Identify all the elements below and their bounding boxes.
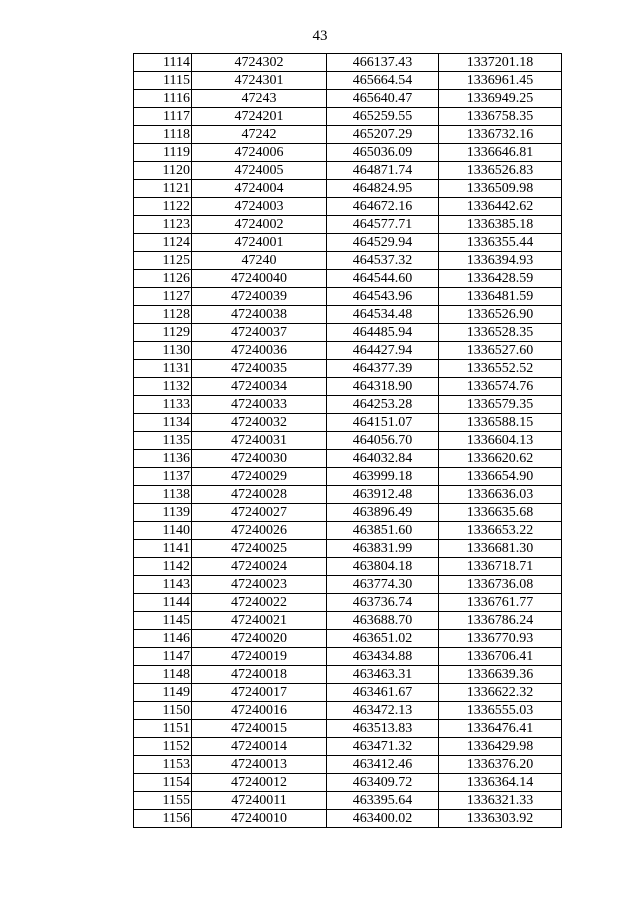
x-coordinate-cell: 464824.95	[327, 180, 439, 198]
point-id-cell: 47240014	[192, 738, 327, 756]
table-row	[134, 504, 562, 522]
x-coordinate-cell: 463774.30	[327, 576, 439, 594]
point-id-cell: 4724002	[192, 216, 327, 234]
table-row	[134, 360, 562, 378]
x-coordinate-cell: 465207.29	[327, 126, 439, 144]
y-coordinate-cell: 1336636.03	[439, 486, 562, 504]
row-number-cell: 1114	[134, 54, 192, 72]
table-row	[134, 216, 562, 234]
point-id-cell: 47240011	[192, 792, 327, 810]
x-coordinate-cell: 463688.70	[327, 612, 439, 630]
y-coordinate-cell: 1336635.68	[439, 504, 562, 522]
row-number-cell: 1153	[134, 756, 192, 774]
x-coordinate-cell: 464151.07	[327, 414, 439, 432]
table-row	[134, 288, 562, 306]
point-id-cell: 47240018	[192, 666, 327, 684]
x-coordinate-cell: 464056.70	[327, 432, 439, 450]
table-row	[134, 234, 562, 252]
point-id-cell: 4724003	[192, 198, 327, 216]
x-coordinate-cell: 464032.84	[327, 450, 439, 468]
y-coordinate-cell: 1336770.93	[439, 630, 562, 648]
point-id-cell: 47240031	[192, 432, 327, 450]
y-coordinate-cell: 1336321.33	[439, 792, 562, 810]
coordinates-table	[133, 53, 562, 828]
point-id-cell: 47240038	[192, 306, 327, 324]
point-id-cell: 4724201	[192, 108, 327, 126]
x-coordinate-cell: 463400.02	[327, 810, 439, 828]
page-number: 43	[312, 28, 328, 44]
y-coordinate-cell: 1336509.98	[439, 180, 562, 198]
x-coordinate-cell: 463471.32	[327, 738, 439, 756]
y-coordinate-cell: 1336604.13	[439, 432, 562, 450]
x-coordinate-cell: 463736.74	[327, 594, 439, 612]
point-id-cell: 47240039	[192, 288, 327, 306]
y-coordinate-cell: 1336588.15	[439, 414, 562, 432]
row-number-cell: 1121	[134, 180, 192, 198]
row-number-cell: 1128	[134, 306, 192, 324]
y-coordinate-cell: 1336761.77	[439, 594, 562, 612]
row-number-cell: 1142	[134, 558, 192, 576]
x-coordinate-cell: 464871.74	[327, 162, 439, 180]
x-coordinate-cell: 465664.54	[327, 72, 439, 90]
table-row	[134, 162, 562, 180]
y-coordinate-cell: 1336303.92	[439, 810, 562, 828]
table-row	[134, 324, 562, 342]
point-id-cell: 47240	[192, 252, 327, 270]
y-coordinate-cell: 1336654.90	[439, 468, 562, 486]
table-row	[134, 270, 562, 288]
x-coordinate-cell: 466137.43	[327, 54, 439, 72]
y-coordinate-cell: 1336639.36	[439, 666, 562, 684]
y-coordinate-cell: 1336526.83	[439, 162, 562, 180]
x-coordinate-cell: 464544.60	[327, 270, 439, 288]
point-id-cell: 47240030	[192, 450, 327, 468]
y-coordinate-cell: 1336732.16	[439, 126, 562, 144]
table-row	[134, 594, 562, 612]
x-coordinate-cell: 463409.72	[327, 774, 439, 792]
table-row	[134, 810, 562, 828]
row-number-cell: 1129	[134, 324, 192, 342]
x-coordinate-cell: 463395.64	[327, 792, 439, 810]
coordinates-table-body	[134, 54, 562, 828]
y-coordinate-cell: 1336428.59	[439, 270, 562, 288]
row-number-cell: 1156	[134, 810, 192, 828]
x-coordinate-cell: 463896.49	[327, 504, 439, 522]
row-number-cell: 1133	[134, 396, 192, 414]
point-id-cell: 47240029	[192, 468, 327, 486]
table-row	[134, 198, 562, 216]
row-number-cell: 1136	[134, 450, 192, 468]
table-row	[134, 450, 562, 468]
table-row	[134, 684, 562, 702]
row-number-cell: 1146	[134, 630, 192, 648]
point-id-cell: 47240037	[192, 324, 327, 342]
table-row	[134, 756, 562, 774]
point-id-cell: 47240035	[192, 360, 327, 378]
row-number-cell: 1137	[134, 468, 192, 486]
y-coordinate-cell: 1336961.45	[439, 72, 562, 90]
point-id-cell: 47240040	[192, 270, 327, 288]
row-number-cell: 1147	[134, 648, 192, 666]
row-number-cell: 1149	[134, 684, 192, 702]
row-number-cell: 1122	[134, 198, 192, 216]
table-row	[134, 702, 562, 720]
x-coordinate-cell: 464537.32	[327, 252, 439, 270]
y-coordinate-cell: 1336620.62	[439, 450, 562, 468]
x-coordinate-cell: 463831.99	[327, 540, 439, 558]
x-coordinate-cell: 463912.48	[327, 486, 439, 504]
point-id-cell: 47240027	[192, 504, 327, 522]
point-id-cell: 47240034	[192, 378, 327, 396]
x-coordinate-cell: 464318.90	[327, 378, 439, 396]
row-number-cell: 1135	[134, 432, 192, 450]
row-number-cell: 1140	[134, 522, 192, 540]
x-coordinate-cell: 464377.39	[327, 360, 439, 378]
x-coordinate-cell: 464529.94	[327, 234, 439, 252]
point-id-cell: 4724005	[192, 162, 327, 180]
x-coordinate-cell: 463999.18	[327, 468, 439, 486]
y-coordinate-cell: 1336653.22	[439, 522, 562, 540]
row-number-cell: 1132	[134, 378, 192, 396]
row-number-cell: 1130	[134, 342, 192, 360]
y-coordinate-cell: 1336385.18	[439, 216, 562, 234]
y-coordinate-cell: 1336786.24	[439, 612, 562, 630]
y-coordinate-cell: 1337201.18	[439, 54, 562, 72]
y-coordinate-cell: 1336706.41	[439, 648, 562, 666]
table-row	[134, 378, 562, 396]
table-row	[134, 486, 562, 504]
point-id-cell: 47240016	[192, 702, 327, 720]
row-number-cell: 1120	[134, 162, 192, 180]
y-coordinate-cell: 1336622.32	[439, 684, 562, 702]
row-number-cell: 1150	[134, 702, 192, 720]
row-number-cell: 1126	[134, 270, 192, 288]
x-coordinate-cell: 464534.48	[327, 306, 439, 324]
table-row	[134, 252, 562, 270]
point-id-cell: 47240024	[192, 558, 327, 576]
table-row	[134, 342, 562, 360]
y-coordinate-cell: 1336442.62	[439, 198, 562, 216]
row-number-cell: 1127	[134, 288, 192, 306]
table-row	[134, 774, 562, 792]
y-coordinate-cell: 1336355.44	[439, 234, 562, 252]
row-number-cell: 1141	[134, 540, 192, 558]
table-row	[134, 108, 562, 126]
point-id-cell: 47240028	[192, 486, 327, 504]
row-number-cell: 1154	[134, 774, 192, 792]
row-number-cell: 1148	[134, 666, 192, 684]
table-row	[134, 72, 562, 90]
table-row	[134, 306, 562, 324]
point-id-cell: 4724302	[192, 54, 327, 72]
table-row	[134, 126, 562, 144]
table-row	[134, 630, 562, 648]
row-number-cell: 1118	[134, 126, 192, 144]
table-row	[134, 720, 562, 738]
x-coordinate-cell: 465259.55	[327, 108, 439, 126]
point-id-cell: 47240033	[192, 396, 327, 414]
row-number-cell: 1144	[134, 594, 192, 612]
row-number-cell: 1155	[134, 792, 192, 810]
y-coordinate-cell: 1336481.59	[439, 288, 562, 306]
point-id-cell: 4724001	[192, 234, 327, 252]
point-id-cell: 47240026	[192, 522, 327, 540]
y-coordinate-cell: 1336555.03	[439, 702, 562, 720]
y-coordinate-cell: 1336718.71	[439, 558, 562, 576]
x-coordinate-cell: 463434.88	[327, 648, 439, 666]
row-number-cell: 1124	[134, 234, 192, 252]
x-coordinate-cell: 463651.02	[327, 630, 439, 648]
x-coordinate-cell: 464672.16	[327, 198, 439, 216]
y-coordinate-cell: 1336758.35	[439, 108, 562, 126]
y-coordinate-cell: 1336476.41	[439, 720, 562, 738]
table-row	[134, 612, 562, 630]
row-number-cell: 1134	[134, 414, 192, 432]
row-number-cell: 1145	[134, 612, 192, 630]
y-coordinate-cell: 1336736.08	[439, 576, 562, 594]
point-id-cell: 47240017	[192, 684, 327, 702]
row-number-cell: 1117	[134, 108, 192, 126]
table-row	[134, 396, 562, 414]
y-coordinate-cell: 1336579.35	[439, 396, 562, 414]
point-id-cell: 47240023	[192, 576, 327, 594]
row-number-cell: 1152	[134, 738, 192, 756]
point-id-cell: 47240021	[192, 612, 327, 630]
x-coordinate-cell: 463804.18	[327, 558, 439, 576]
y-coordinate-cell: 1336364.14	[439, 774, 562, 792]
y-coordinate-cell: 1336376.20	[439, 756, 562, 774]
y-coordinate-cell: 1336528.35	[439, 324, 562, 342]
table-row	[134, 144, 562, 162]
table-row	[134, 90, 562, 108]
table-row	[134, 432, 562, 450]
table-row	[134, 468, 562, 486]
table-row	[134, 666, 562, 684]
row-number-cell: 1115	[134, 72, 192, 90]
x-coordinate-cell: 463463.31	[327, 666, 439, 684]
x-coordinate-cell: 464253.28	[327, 396, 439, 414]
table-row	[134, 738, 562, 756]
y-coordinate-cell: 1336552.52	[439, 360, 562, 378]
row-number-cell: 1143	[134, 576, 192, 594]
table-row	[134, 180, 562, 198]
point-id-cell: 47242	[192, 126, 327, 144]
point-id-cell: 47240012	[192, 774, 327, 792]
point-id-cell: 4724301	[192, 72, 327, 90]
x-coordinate-cell: 464427.94	[327, 342, 439, 360]
x-coordinate-cell: 463513.83	[327, 720, 439, 738]
x-coordinate-cell: 465640.47	[327, 90, 439, 108]
row-number-cell: 1123	[134, 216, 192, 234]
row-number-cell: 1138	[134, 486, 192, 504]
point-id-cell: 47240032	[192, 414, 327, 432]
row-number-cell: 1151	[134, 720, 192, 738]
y-coordinate-cell: 1336574.76	[439, 378, 562, 396]
point-id-cell: 47240019	[192, 648, 327, 666]
table-row	[134, 576, 562, 594]
point-id-cell: 47243	[192, 90, 327, 108]
y-coordinate-cell: 1336394.93	[439, 252, 562, 270]
x-coordinate-cell: 464543.96	[327, 288, 439, 306]
row-number-cell: 1139	[134, 504, 192, 522]
x-coordinate-cell: 463461.67	[327, 684, 439, 702]
point-id-cell: 47240015	[192, 720, 327, 738]
point-id-cell: 47240022	[192, 594, 327, 612]
table-row	[134, 648, 562, 666]
y-coordinate-cell: 1336527.60	[439, 342, 562, 360]
x-coordinate-cell: 463851.60	[327, 522, 439, 540]
point-id-cell: 47240020	[192, 630, 327, 648]
table-row	[134, 558, 562, 576]
row-number-cell: 1116	[134, 90, 192, 108]
y-coordinate-cell: 1336646.81	[439, 144, 562, 162]
y-coordinate-cell: 1336681.30	[439, 540, 562, 558]
table-row	[134, 522, 562, 540]
table-row	[134, 792, 562, 810]
x-coordinate-cell: 465036.09	[327, 144, 439, 162]
point-id-cell: 47240010	[192, 810, 327, 828]
x-coordinate-cell: 463412.46	[327, 756, 439, 774]
row-number-cell: 1119	[134, 144, 192, 162]
y-coordinate-cell: 1336949.25	[439, 90, 562, 108]
point-id-cell: 47240025	[192, 540, 327, 558]
point-id-cell: 47240036	[192, 342, 327, 360]
table-row	[134, 540, 562, 558]
x-coordinate-cell: 464577.71	[327, 216, 439, 234]
row-number-cell: 1131	[134, 360, 192, 378]
x-coordinate-cell: 463472.13	[327, 702, 439, 720]
y-coordinate-cell: 1336429.98	[439, 738, 562, 756]
point-id-cell: 4724006	[192, 144, 327, 162]
table-row	[134, 414, 562, 432]
row-number-cell: 1125	[134, 252, 192, 270]
point-id-cell: 4724004	[192, 180, 327, 198]
x-coordinate-cell: 464485.94	[327, 324, 439, 342]
y-coordinate-cell: 1336526.90	[439, 306, 562, 324]
table-row	[134, 54, 562, 72]
point-id-cell: 47240013	[192, 756, 327, 774]
